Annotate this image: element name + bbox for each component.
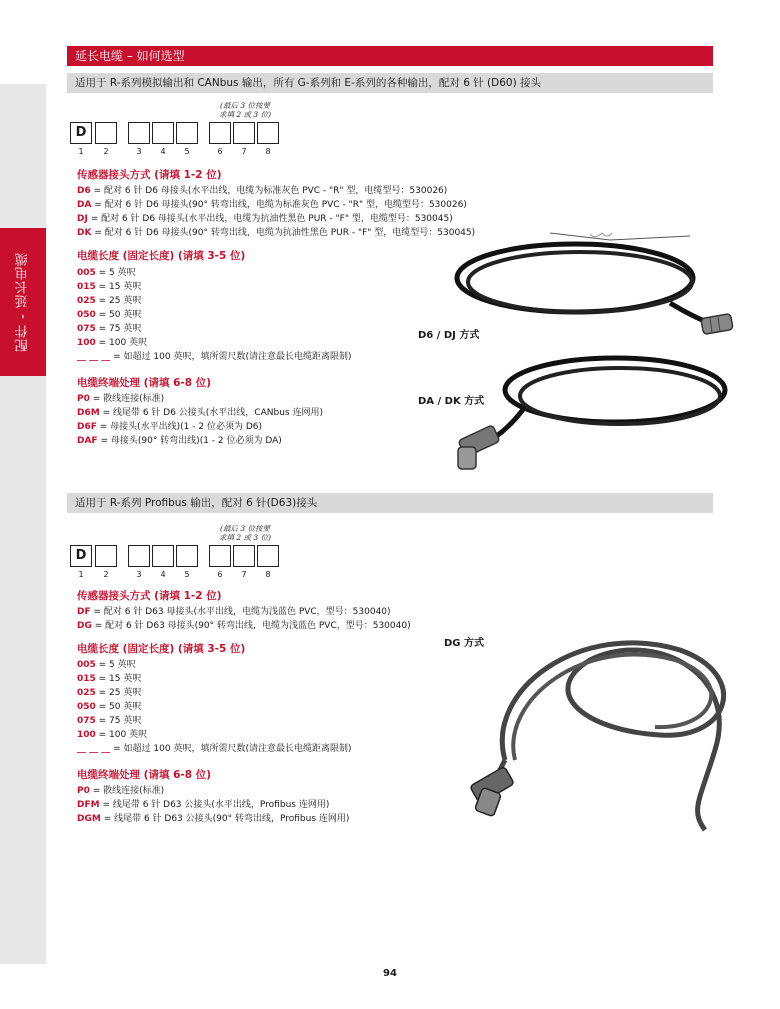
code-box-7	[233, 545, 255, 567]
list-item: DFM = 线尾带 6 针 D63 公接头(水平出线，Profibus 连网用)	[77, 800, 330, 810]
box-number: 8	[265, 147, 271, 156]
box-number: 4	[160, 147, 166, 156]
code-box-2	[95, 545, 117, 567]
box-number: 3	[136, 147, 142, 156]
list-item: 100 = 100 英呎	[77, 338, 148, 348]
cable-straight-image	[440, 228, 740, 348]
list-item: 015 = 15 英呎	[77, 674, 142, 684]
box-number: 8	[265, 570, 271, 579]
list-item: 005 = 5 英呎	[77, 268, 136, 278]
box-number: 4	[160, 570, 166, 579]
list-item: __ __ __ = 如超过 100 英呎，填所需尺数(请注意最长电缆距离限制)	[77, 744, 352, 754]
box-number: 7	[241, 570, 247, 579]
box-number: 2	[103, 570, 109, 579]
cable-angle-label: DA / DK 方式	[418, 396, 485, 407]
box-number: 1	[78, 147, 84, 156]
list-item: 025 = 25 英呎	[77, 688, 142, 698]
list-item: 075 = 75 英呎	[77, 324, 142, 334]
box-number: 7	[241, 147, 247, 156]
code-box-6	[209, 122, 231, 144]
list-item: DGM = 线尾带 6 针 D63 公接头(90° 转弯出线，Profibus 连网用)	[77, 814, 350, 824]
code-box-1: D	[70, 122, 92, 144]
section2-connector-heading: 传感器接头方式 (请填 1-2 位)	[77, 590, 222, 602]
section2-subtitle: 适用于 R-系列 Profibus 输出，配对 6 针(D63)接头	[67, 493, 713, 513]
list-item: DAF = 母接头(90° 转弯出线)(1 - 2 位必须为 DA)	[77, 436, 282, 446]
cable-dg-image	[460, 630, 750, 835]
code-box-5	[176, 122, 198, 144]
list-item: DJ = 配对 6 针 D6 母接头(水平出线，电缆为抗油性黑色 PUR - "F" 型，电缆型号：530045)	[77, 214, 453, 224]
code-box-4	[152, 545, 174, 567]
list-item: 015 = 15 英呎	[77, 282, 142, 292]
box-number: 3	[136, 570, 142, 579]
list-item: DG = 配对 6 针 D63 母接头(90° 转弯出线，电缆为浅蓝色 PVC，型号：530040)	[77, 621, 411, 631]
code-box-7	[233, 122, 255, 144]
list-item: 005 = 5 英呎	[77, 660, 136, 670]
cable-angle-image	[440, 352, 740, 477]
code-box-1: D	[70, 545, 92, 567]
section1-termination-heading: 电缆终端处理 (请填 6-8 位)	[77, 377, 212, 389]
cable-straight-label: D6 / DJ 方式	[418, 330, 480, 341]
section2-termination-heading: 电缆终端处理 (请填 6-8 位)	[77, 769, 212, 781]
code-box-4	[152, 122, 174, 144]
box-number: 1	[78, 570, 84, 579]
code-box-3	[128, 545, 150, 567]
section1-subtitle: 适用于 R-系列模拟输出和 CANbus 输出，所有 G-系列和 E-系列的各种输出，配对 6 针 (D60) 接头	[67, 73, 713, 93]
code-box-6	[209, 545, 231, 567]
code-box-8	[257, 122, 279, 144]
list-item: 025 = 25 英呎	[77, 296, 142, 306]
list-item: DA = 配对 6 针 D6 母接头(90° 转弯出线，电缆为标准灰色 PVC - "R" 型，电缆型号：530026)	[77, 200, 467, 210]
cable-dg-label: DG 方式	[444, 638, 484, 649]
list-item: 075 = 75 英呎	[77, 716, 142, 726]
side-tab-label: 配件 - 延长电缆	[15, 252, 31, 352]
box-number: 5	[184, 570, 190, 579]
list-item: D6 = 配对 6 针 D6 母接头(水平出线，电缆为标准灰色 PVC - "R" 型，电缆型号：530026)	[77, 186, 448, 196]
box-number: 5	[184, 147, 190, 156]
list-item: 050 = 50 英呎	[77, 310, 142, 320]
box-number: 6	[217, 570, 223, 579]
list-item: D6F = 母接头(水平出线)(1 - 2 位必须为 D6)	[77, 422, 262, 432]
list-item: __ __ __ = 如超过 100 英呎，填所需尺数(请注意最长电缆距离限制)	[77, 352, 352, 362]
code-box-5	[176, 545, 198, 567]
list-item: P0 = 散线连接(标准)	[77, 394, 165, 404]
box-number: 2	[103, 147, 109, 156]
list-item: 050 = 50 英呎	[77, 702, 142, 712]
section1-length-heading: 电缆长度 (固定长度) (请填 3-5 位)	[77, 250, 246, 262]
side-tab-background	[0, 84, 46, 964]
section2-note: (最后 3 位按要 求填 2 或 3 位)	[218, 524, 271, 542]
section1-connector-heading: 传感器接头方式 (请填 1-2 位)	[77, 169, 222, 181]
box-number: 6	[217, 147, 223, 156]
list-item: 100 = 100 英呎	[77, 730, 148, 740]
code-box-3	[128, 122, 150, 144]
list-item: D6M = 线尾带 6 针 D6 公接头(水平出线，CANbus 连网用)	[77, 408, 323, 418]
code-box-2	[95, 122, 117, 144]
section1-note: (最后 3 位按要 求填 2 或 3 位)	[218, 101, 271, 119]
page-number: 94	[383, 968, 397, 979]
list-item: DK = 配对 6 针 D6 母接头(90° 转弯出线，电缆为抗油性黑色 PUR - "F" 型，电缆型号：530045)	[77, 228, 476, 238]
list-item: P0 = 散线连接(标准)	[77, 786, 165, 796]
code-box-8	[257, 545, 279, 567]
section2-length-heading: 电缆长度 (固定长度) (请填 3-5 位)	[77, 643, 246, 655]
page-title: 延长电缆 – 如何选型	[67, 46, 713, 66]
list-item: DF = 配对 6 针 D63 母接头(水平出线，电缆为浅蓝色 PVC，型号：530040)	[77, 607, 391, 617]
